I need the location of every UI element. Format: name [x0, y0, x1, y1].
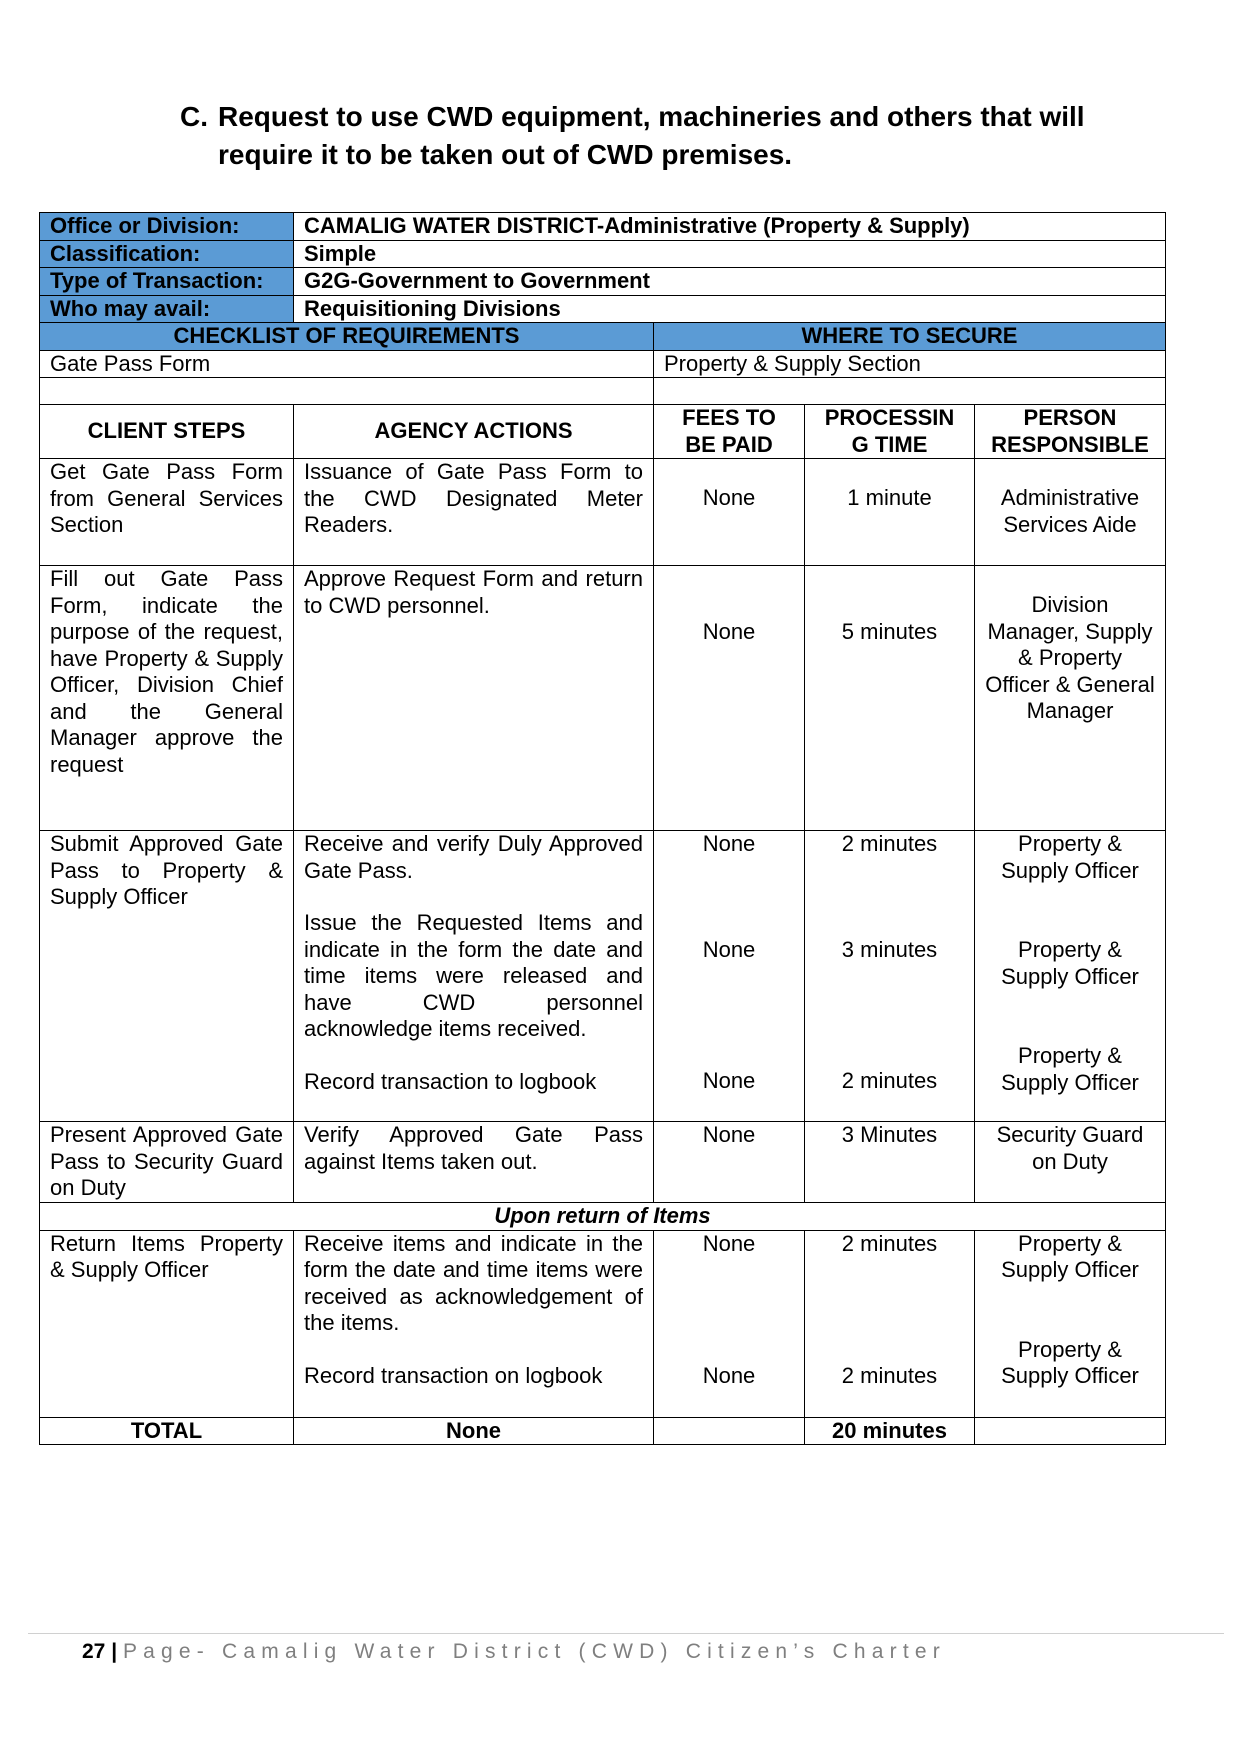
- page-number: 27: [82, 1640, 106, 1663]
- total-row: [40, 1417, 1166, 1445]
- table-row: [40, 831, 1166, 1122]
- info-row-who: [40, 295, 1166, 323]
- person-responsible: Property & Supply Officer: [1001, 1230, 1139, 1282]
- processing-time: 2 minutes: [841, 1230, 938, 1256]
- section-letter: C.: [180, 101, 208, 132]
- agency-action: Verify Approved Gate Pass against Items taken out.: [294, 1122, 654, 1203]
- agency-action: Issue the Requested Items and indicate in the form the date and time items were released and have CWD personnel acknowledge items received.: [304, 910, 643, 1041]
- person-responsible: Administrative Services Aide: [1000, 485, 1140, 537]
- checklist-header: CHECKLIST OF REQUIREMENTS: [40, 323, 654, 351]
- info-row-type: [40, 268, 1166, 296]
- upon-return-row: [40, 1203, 1166, 1231]
- requirement-row: [40, 350, 1166, 378]
- col-agency-actions: AGENCY ACTIONS: [294, 405, 654, 459]
- agency-action: Record transaction on logbook: [304, 1362, 603, 1388]
- where-header: WHERE TO SECURE: [654, 323, 1166, 351]
- footer-separator: |: [111, 1640, 118, 1663]
- requirement-where: Property & Supply Section: [654, 350, 1166, 378]
- column-header-row: [40, 405, 1166, 459]
- table-row: [40, 566, 1166, 831]
- client-step: Submit Approved Gate Pass to Property & Supply Officer: [40, 831, 294, 1122]
- person-responsible: Property & Supply Officer: [1001, 1043, 1139, 1095]
- who-value: Requisitioning Divisions: [294, 295, 1166, 323]
- processing-time: 3 minutes: [841, 936, 938, 962]
- total-time: 20 minutes: [805, 1417, 975, 1445]
- info-row-office: [40, 213, 1166, 241]
- type-label: Type of Transaction:: [40, 268, 294, 296]
- section-title: Request to use CWD equipment, machineries and others that will require it to be taken out of CWD premises.: [218, 101, 1085, 170]
- agency-action: Receive items and indicate in the form the date and time items were received as acknowledgement of the items.: [304, 1230, 643, 1335]
- person-responsible: Division Manager, Supply & Property Officer & General Manager: [985, 592, 1155, 723]
- who-label: Who may avail:: [40, 295, 294, 323]
- agency-action: Approve Request Form and return to CWD personnel.: [294, 566, 654, 831]
- agency-action: Receive and verify Duly Approved Gate Pass.: [304, 831, 643, 883]
- person-responsible: Property & Supply Officer: [1001, 831, 1139, 883]
- section-heading: [180, 98, 1160, 174]
- service-table: [39, 212, 1166, 1445]
- office-label: Office or Division:: [40, 213, 294, 241]
- total-fees: None: [294, 1417, 654, 1445]
- footer-divider: [28, 1633, 1224, 1634]
- office-value: CAMALIG WATER DISTRICT-Administrative (Property & Supply): [294, 213, 1166, 241]
- footer-text: Page- Camalig Water District (CWD) Citizen’s Charter: [122, 1640, 946, 1663]
- spacer-row: [40, 378, 1166, 405]
- info-row-classification: [40, 240, 1166, 268]
- fee: None: [702, 936, 756, 962]
- type-value: G2G-Government to Government: [294, 268, 1166, 296]
- processing-time: 2 minutes: [841, 1363, 938, 1388]
- fee: None: [702, 1363, 756, 1388]
- table-row: [40, 1230, 1166, 1417]
- person-responsible: Security Guard on Duty: [975, 1122, 1166, 1203]
- processing-time: 5 minutes: [841, 619, 938, 644]
- client-step: Fill out Gate Pass Form, indicate the purpose of the request, have Property & Supply Officer, Division Chief and the General Manager approve the request: [40, 566, 294, 831]
- processing-time: 1 minute: [847, 485, 932, 510]
- fee: None: [702, 1230, 756, 1256]
- table-row: [40, 459, 1166, 566]
- fee: None: [702, 485, 756, 510]
- fee: None: [702, 831, 756, 856]
- classification-value: Simple: [294, 240, 1166, 268]
- requirement-item: Gate Pass Form: [40, 350, 654, 378]
- fee: None: [702, 619, 756, 644]
- agency-action: Issuance of Gate Pass Form to the CWD Designated Meter Readers.: [294, 459, 654, 566]
- fee: None: [702, 1068, 756, 1093]
- classification-label: Classification:: [40, 240, 294, 268]
- client-step: Present Approved Gate Pass to Security Guard on Duty: [40, 1122, 294, 1203]
- processing-time: 3 Minutes: [805, 1122, 975, 1203]
- col-client-steps: CLIENT STEPS: [40, 405, 294, 459]
- agency-action: Record transaction to logbook: [304, 1068, 597, 1094]
- fee: None: [654, 1122, 805, 1203]
- client-step: Get Gate Pass Form from General Services Section: [40, 459, 294, 566]
- col-processing-time: PROCESSIN G TIME: [805, 405, 975, 459]
- col-person-responsible: PERSON RESPONSIBLE: [975, 405, 1166, 459]
- total-label: TOTAL: [40, 1417, 294, 1445]
- person-responsible: Property & Supply Officer: [1001, 1336, 1139, 1388]
- client-step: Return Items Property & Supply Officer: [40, 1230, 294, 1417]
- processing-time: 2 minutes: [841, 831, 938, 856]
- col-fees: FEES TO BE PAID: [654, 405, 805, 459]
- processing-time: 2 minutes: [841, 1068, 938, 1093]
- person-responsible: Property & Supply Officer: [1001, 937, 1139, 989]
- table-row: [40, 1122, 1166, 1203]
- upon-return-label: Upon return of Items: [40, 1203, 1166, 1231]
- requirements-header-row: [40, 323, 1166, 351]
- page-footer: [82, 1638, 946, 1666]
